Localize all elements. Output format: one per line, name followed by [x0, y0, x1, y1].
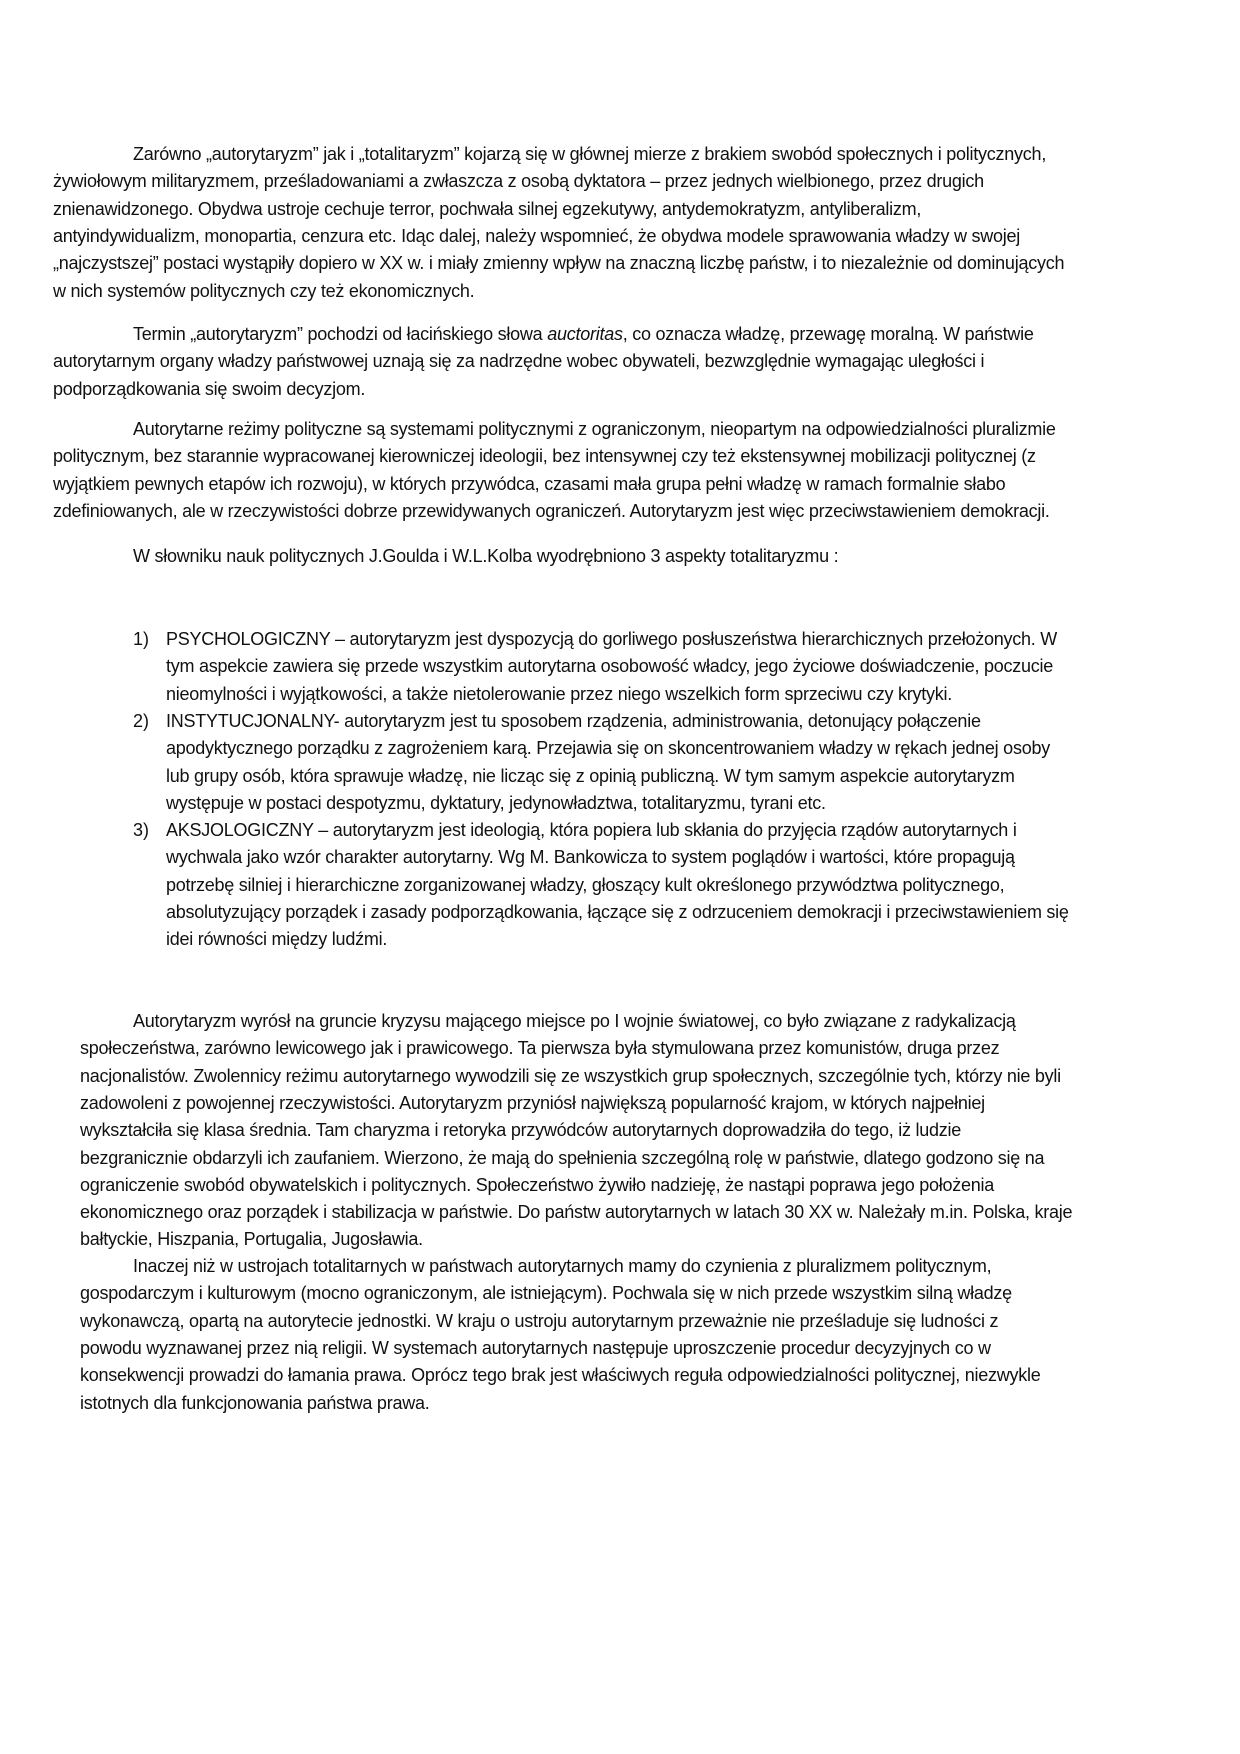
list-item-line: idei równości między ludźmi.: [166, 929, 388, 950]
paragraph-line: bezgranicznie obdarzyli ich zaufaniem. Wierzono, że mają do spełnienia szczególną rolę w państwie, dlatego godzono się na: [80, 1147, 1045, 1168]
list-item-line: absolutyzujący porządek i zasady podporządkowania, łączące się z odrzuceniem demokracji i przeciwstawieniem się: [166, 902, 1069, 922]
list-item-number: 2): [133, 710, 150, 731]
list-item-number: 3): [133, 820, 150, 841]
paragraph-line: konsekwencji prowadzi do łamania prawa. Oprócz tego brak jest właściwych reguła odpowiedzialności politycznej, niezwykle: [80, 1365, 1041, 1386]
paragraph-line: ekonomicznego oraz porządek i stabilizacja w państwie. Do państw autorytarnych w latach 30 XX w. Należały m.in. Polska, kraje: [80, 1202, 1073, 1223]
paragraph-line: W słowniku nauk politycznych J.Goulda i W.L.Kolba wyodrębniono 3 aspekty totalitaryzmu :: [133, 546, 839, 566]
list-item-line: występuje w postaci despotyzmu, dyktatury, jedynowładztwa, totalitaryzmu, tyrani etc.: [166, 792, 826, 813]
list-item-line: PSYCHOLOGICZNY – autorytaryzm jest dyspozycją do gorliwego posłuszeństwa hierarchicznych przełożonych. W: [166, 629, 1058, 649]
paragraph-line: wyjątkiem pewnych etapów ich rozwoju), w których przywódca, czasami mała grupa pełni władzę w ramach formalnie słabo: [53, 473, 1006, 494]
latin-term: auctoritas: [547, 324, 623, 344]
paragraph-line: Autorytaryzm wyrósł na gruncie kryzysu mającego miejsce po I wojnie światowej, co było związane z radykalizacją: [133, 1011, 1016, 1031]
paragraph-line: Termin „autorytaryzm” pochodzi od łacińskiego słowa auctoritas, co oznacza władzę, przewagę moralną. W państwie: [133, 324, 1034, 344]
paragraph-line: antyindywidualizm, monopartia, cenzura etc. Idąc dalej, należy wspomnieć, że obydwa modele sprawowania władzy w swojej: [53, 225, 1020, 246]
paragraph-line: zadowoleni z powojennej rzeczywistości. Autorytaryzm przyniósł największą popularność krajom, w których najpełniej: [80, 1092, 985, 1113]
list-item-line: wychwala jako wzór charakter autorytarny. Wg M. Bankowicza to system poglądów i wartości, które propagują: [166, 847, 1015, 868]
paragraph-line: politycznym, bez starannie wypracowanej kierowniczej ideologii, bez intensywnej czy też ekstensywnej mobilizacji politycznej (z: [53, 446, 1036, 467]
list-item-line: potrzebę silniej i hierarchiczne zorganizowanej władzy, głoszący kult określonego przywództwa politycznego,: [166, 874, 1005, 895]
list-item-number: 1): [133, 629, 150, 649]
paragraph-line: podporządkowania się swoim decyzjom.: [53, 378, 366, 399]
paragraph-line: Inaczej niż w ustrojach totalitarnych w państwach autorytarnych mamy do czynienia z pluralizmem politycznym,: [133, 1256, 992, 1276]
paragraph-line: „najczystszej” postaci wystąpiły dopiero w XX w. i miały zmienny wpływ na znaczną liczbę państw, i to niezależnie od dominujących: [53, 253, 1065, 274]
paragraph-line: znienawidzonego. Obydwa ustroje cechuje terror, pochwała silnej egzekutywy, antydemokratyzm, antyliberalizm,: [53, 198, 922, 219]
paragraph-line: wykształciła się klasa średnia. Tam charyzma i retoryka przywódców autorytarnych doprowadziła do tego, iż ludzie: [80, 1120, 962, 1141]
list-item-line: tym aspekcie zawiera się przede wszystkim autorytarna osobowość władcy, jego życiowe doświadczenie, poczucie: [166, 656, 1054, 677]
paragraph-line: w nich systemów politycznych czy też ekonomicznych.: [53, 280, 475, 301]
paragraph-line: powodu wyznawanej przez nią religii. W systemach autorytarnych następuje uproszczenie procedur decyzyjnych co w: [80, 1337, 991, 1358]
paragraph-line: autorytarnym organy władzy państwowej uznają się za nadrzędne wobec obywateli, bezwzględnie wymagając uległości i: [53, 351, 985, 372]
paragraph-line: społeczeństwa, zarówno lewicowego jak i prawicowego. Ta pierwsza była stymulowana przez komunistów, druga przez: [80, 1038, 1000, 1059]
paragraph-line: istotnych dla funkcjonowania państwa prawa.: [80, 1392, 430, 1413]
paragraph-line: zdefiniowanych, ale w rzeczywistości dobrze przewidywanych ograniczeń. Autorytaryzm jest więc przeciwstawieniem demokracji.: [53, 500, 1050, 521]
paragraph-line: gospodarczym i kulturowym (mocno ograniczonym, ale istniejącym). Pochwala się w nich przede wszystkim silną władzę: [80, 1283, 1012, 1304]
list-item-line: nieomylności i wyjątkowości, a także nietolerowanie przez niego wszelkich form sprzeciwu czy krytyki.: [166, 683, 953, 704]
list-item-line: INSTYTUCJONALNY- autorytaryzm jest tu sposobem rządzenia, administrowania, detonujący połączenie: [166, 710, 981, 731]
paragraph-line: nacjonalistów. Zwolennicy reżimu autorytarnego wywodzili się ze wszystkich grup społecznych, szczególnie tych, którzy nie byli: [80, 1065, 1061, 1086]
paragraph-line: żywiołowym militaryzmem, prześladowaniami a zwłaszcza z osobą dyktatora – przez jednych wielbionego, przez drugich: [53, 171, 984, 192]
paragraph-line: Zarówno „autorytaryzm” jak i „totalitaryzm” kojarzą się w głównej mierze z brakiem swobód społecznych i politycznych,: [133, 144, 1047, 164]
paragraph-line: Autorytarne reżimy polityczne są systemami politycznymi z ograniczonym, nieopartym na odpowiedzialności pluralizmie: [133, 419, 1056, 439]
paragraph-line: bałtyckie, Hiszpania, Portugalia, Jugosławia.: [80, 1229, 423, 1250]
paragraph-line: ograniczenie swobód obywatelskich i politycznych. Społeczeństwo żywiło nadzieję, że nastąpi poprawa jego położenia: [80, 1174, 995, 1195]
list-item-line: AKSJOLOGICZNY – autorytaryzm jest ideologią, która popiera lub skłania do przyjęcia rządów autorytarnych i: [166, 820, 1017, 841]
list-item-line: apodyktycznego porządku z zagrożeniem karą. Przejawia się on skoncentrowaniem władzy w rękach jednej osoby: [166, 738, 1050, 759]
list-item-line: lub grupy osób, która sprawuje władzę, nie licząc się z opinią publiczną. W tym samym aspekcie autorytaryzm: [166, 765, 1015, 786]
paragraph-line: wykonawczą, opartą na autorytecie jednostki. W kraju o ustroju autorytarnym przeważnie nie prześladuje się ludności z: [80, 1310, 999, 1331]
